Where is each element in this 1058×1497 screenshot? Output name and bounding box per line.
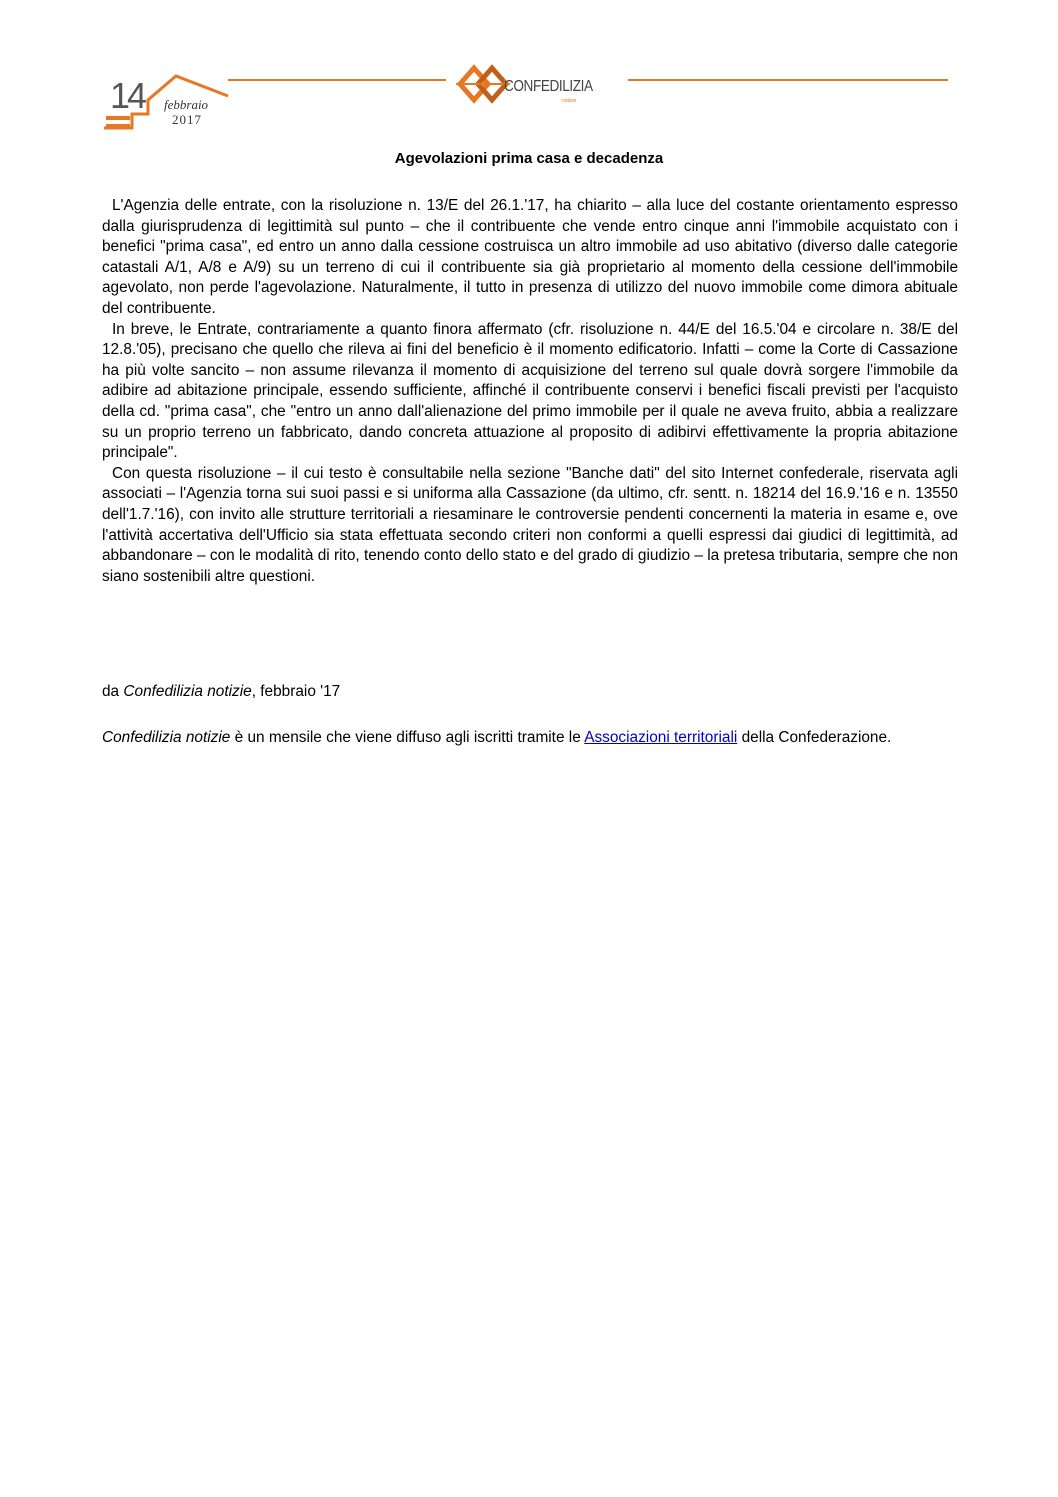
date-badge bbox=[104, 70, 234, 130]
source-line bbox=[102, 683, 340, 701]
footer-text-before-link: è un mensile che viene diffuso agli iscritti tramite le bbox=[230, 729, 585, 746]
article-paragraph: In breve, le Entrate, contrariamente a quanto finora affermato (cfr. risoluzione n. 44/E del 16.5.'04 e circolare n. 38/E del 12.8.'05), precisano che quello che rileva ai fini del beneficio è il momento edificatorio. Infatti – come la Corte di Cassazione ha più volte sancito – non assume rilevanza il momento di acquisizione del terreno sul quale dovrà sorgere l'immobile da adibire ad abitazione principale, essendo sufficiente, affinché il contribuente conservi i benefici fiscali previsti per l'acquisto della cd. "prima casa", che "entro un anno dall'alienazione del primo immobile per il quale ne aveva fruito, abbia a realizzare su un proprio terreno un fabbricato, dando concreta attuazione al proposito di adibirvi effettivamente la propria abitazione principale". bbox=[102, 320, 958, 462]
header-divider-left bbox=[228, 79, 446, 81]
source-suffix: , febbraio '17 bbox=[251, 683, 341, 700]
article-paragraph: L'Agenzia delle entrate, con la risoluzione n. 13/E del 26.1.'17, ha chiarito – alla luce del costante orientamento espresso dalla giurisprudenza di legittimità sul punto – che il contribuente che vende entro cinque anni l'immobile acquistato con i benefici "prima casa", ed entro un anno dalla cessione costruisca un altro immobile ad uso abitativo (diverso dalle categorie catastali A/1, A/8 e A/9) su un terreno di cui il contribuente sia già proprietario al momento della cessione dell'immobile agevolato, non perde l'agevolazione. Naturalmente, il tutto in presenza di utilizzo del nuovo immobile come dimora abituale del contribuente. bbox=[102, 197, 958, 317]
confedilizia-logo bbox=[452, 64, 628, 104]
date-year: 2017 bbox=[172, 112, 202, 127]
footer-note bbox=[102, 727, 958, 748]
associazioni-territoriali-link[interactable]: Associazioni territoriali bbox=[584, 729, 738, 746]
article-paragraph: Con questa risoluzione – il cui testo è consultabile nella sezione "Banche dati" del sito Internet confederale, riservata agli associati – l'Agenzia torna sui suoi passi e si uniforma alla Cassazione (da ultimo, cfr. sentt. n. 18214 del 16.9.'16 e n. 13550 dell'1.7.'16), con invito alle strutture territoriali a riesaminare le controversie pendenti concernenti la materia in esame e, ove l'attività accertativa dell'Ufficio sia stata effettuata secondo criteri non conformi a quelli espressi dai giudici di legittimità, ad abbandonare – con le modalità di rito, tenendo conto dello stato e del grado di giudizio – la pretesa tributaria, sempre che non siano sostenibili altre questioni. bbox=[102, 464, 958, 585]
logo-text: CONFEDILIZIA bbox=[504, 78, 593, 95]
logo-subtitle: notizie bbox=[562, 98, 577, 104]
footer-text-after-link: della Confederazione. bbox=[737, 729, 892, 746]
source-publication: Confedilizia notizie bbox=[123, 683, 252, 700]
date-month: febbraio bbox=[164, 97, 209, 112]
source-prefix: da bbox=[102, 683, 124, 700]
article-body bbox=[102, 196, 958, 587]
article-title: Agevolazioni prima casa e decadenza bbox=[394, 150, 664, 167]
footer-publication: Confedilizia notizie bbox=[102, 729, 231, 746]
date-day: 14 bbox=[110, 75, 145, 116]
header-divider-right bbox=[628, 79, 948, 81]
